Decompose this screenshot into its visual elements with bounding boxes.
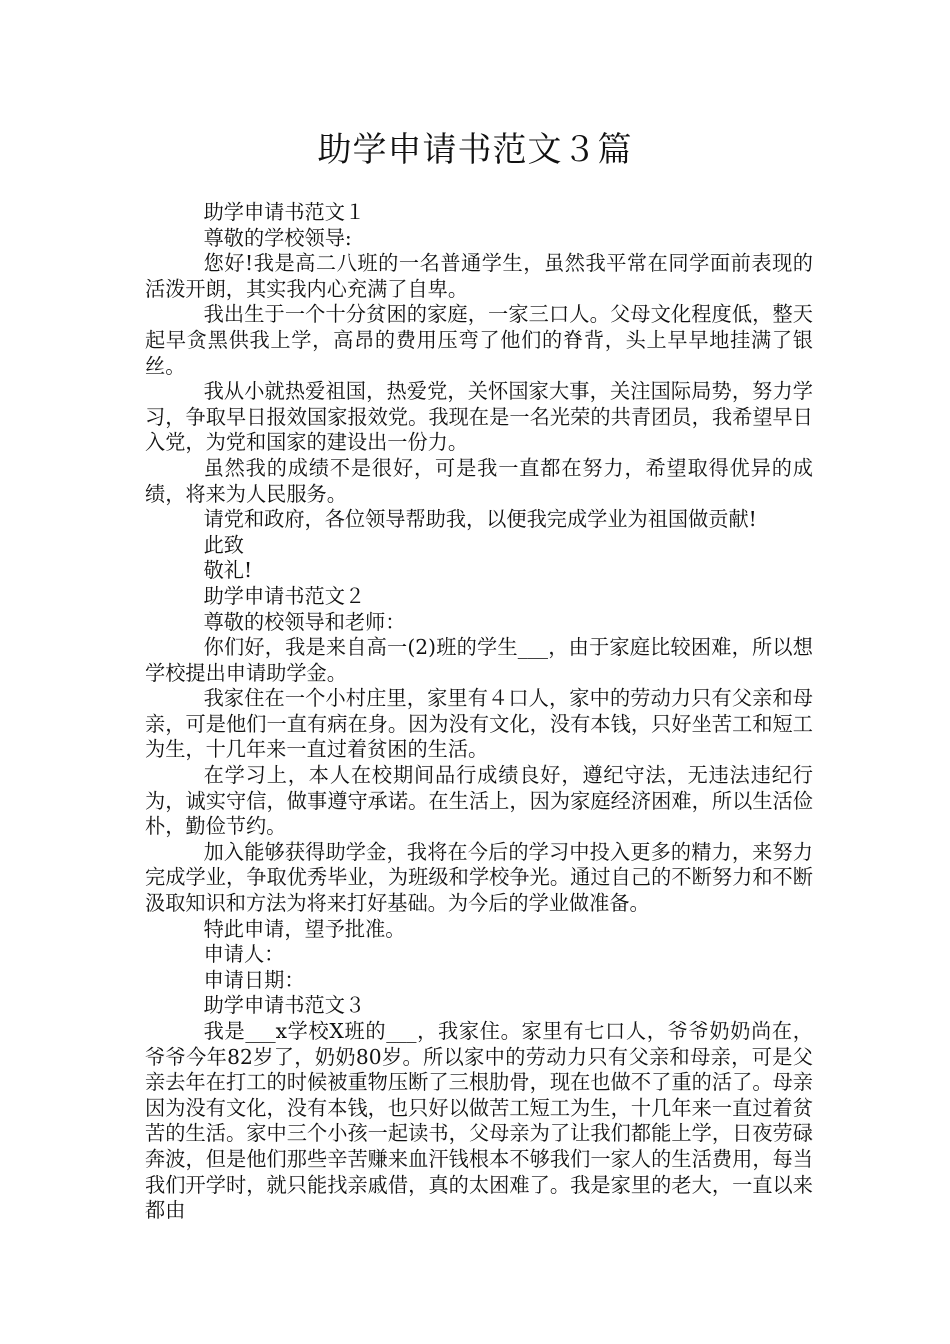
paragraph: 我从小就热爱祖国，热爱党，关怀国家大事，关注国际局势，努力学习，争取早日报效国家报效党。我现在是一名光荣的共青团员，我希望早日入党，为党和国家的建设出一份力。 [145,379,813,455]
paragraph: 你们好，我是来自高一(2)班的学生___，由于家庭比较困难，所以想学校提出申请助学金。 [145,635,813,685]
salutation: 尊敬的校领导和老师： [203,609,406,634]
closing-line: 敬礼! [203,558,253,583]
section-heading-3: 助学申请书范文３ [203,993,366,1018]
paragraph: 虽然我的成绩不是很好，可是我一直都在努力，希望取得优异的成绩，将来为人民服务。 [145,455,813,506]
salutation: 尊敬的学校领导: [203,225,352,250]
paragraph: 我是___x学校X班的___，我家住。家里有七口人，爷爷奶奶尚在，爷爷今年82岁了，奶奶80岁。所以家中的劳动力只有父亲和母亲，可是父亲去年在打工的时候被重物压断了三根肋骨，现在也做不了重的活了。母亲因为没有文化，没有本钱，也只好以做苦工短工为生，十几年来一直过着贫苦的生活。家中三个小孩一起读书，父母亲为了让我们都能上学，日夜劳碌奔波，但是他们那些辛苦赚来血汗钱根本不够我们一家人的生活费用，每当我们开学时，就只能找亲戚借，真的太困难了。我是家里的老大，一直以来都由 [145,1019,813,1223]
document-title: 助学申请书范文３篇 [317,130,633,170]
paragraph: 在学习上，本人在校期间品行成绩良好，遵纪守法，无违法违纪行为，诚实守信，做事遵守承诺。在生活上，因为家庭经济困难，所以生活俭朴，勤俭节约。 [145,763,813,839]
applicant-line: 申请人： [203,942,285,967]
paragraph: 我家住在一个小村庄里，家里有４口人，家中的劳动力只有父亲和母亲，可是他们一直有病在身。因为没有文化，没有本钱，只好坐苦工和短工为生，十几年来一直过着贫困的生活。 [145,686,813,762]
date-line: 申请日期： [203,967,305,992]
document-body [145,200,813,1224]
section-heading-2: 助学申请书范文２ [203,583,366,608]
paragraph: 您好!我是高二八班的一名普通学生，虽然我平常在同学面前表现的活泼开朗，其实我内心充满了自卑。 [145,251,813,301]
paragraph: 请党和政府，各位领导帮助我，以便我完成学业为祖国做贡献! [203,507,757,532]
closing-line: 此致 [203,532,244,557]
closing-line: 特此申请，望予批准。 [203,916,406,941]
section-heading-1: 助学申请书范文１ [203,200,366,224]
paragraph: 我出生于一个十分贫困的家庭，一家三口人。父母文化程度低，整天起早贪黑供我上学，高昂的费用压弯了他们的脊背，头上早早地挂满了银丝。 [145,302,813,378]
paragraph: 加入能够获得助学金，我将在今后的学习中投入更多的精力，来努力完成学业，争取优秀毕业，为班级和学校争光。通过自己的不断努力和不断汲取知识和方法为将来打好基础。为今后的学业做准备。 [145,839,813,916]
